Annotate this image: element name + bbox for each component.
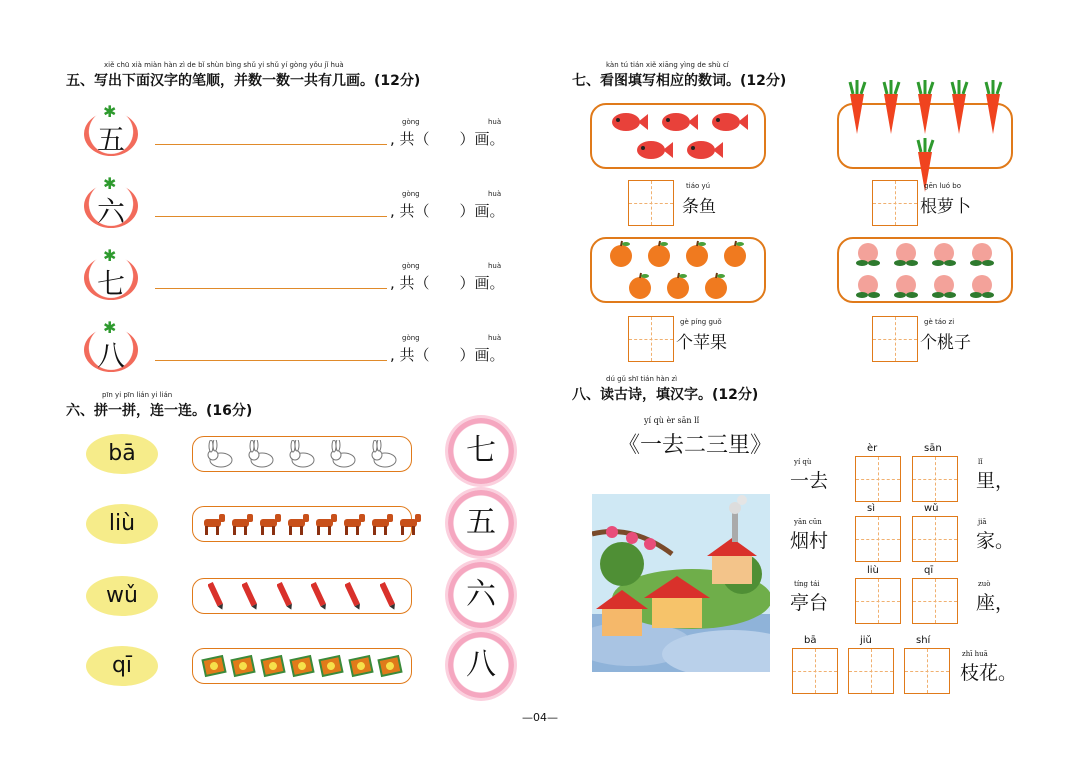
horse-icon: [367, 511, 395, 537]
measure-word-pinyin: tiáo yú: [686, 182, 711, 190]
poem-line-start: yí qù 一去: [790, 458, 829, 492]
blank-pinyin: sān: [924, 443, 942, 454]
poem-line-end: zuò 座，: [976, 580, 1015, 614]
stroke-count-suffix: , 共（ ）画。: [390, 130, 505, 148]
stroke-count-blank[interactable]: [390, 118, 505, 149]
section7-pinyin: kàn tú tián xiě xiāng yìng de shù cí: [606, 61, 729, 69]
peach-icon: [930, 240, 958, 268]
measure-word-label: [676, 318, 727, 353]
pencil-icon: [380, 580, 396, 612]
poem-blank-grid[interactable]: [912, 578, 958, 624]
measure-word-pinyin: gēn luó bo: [924, 182, 962, 190]
rabbit-icon: [328, 440, 358, 468]
item-strip[interactable]: [192, 506, 412, 542]
poem-start-pinyin: yān cūn: [794, 518, 822, 526]
peach-icon: [854, 272, 882, 300]
gong-pinyin: gòng: [402, 334, 420, 342]
poem-blank-grid[interactable]: [912, 456, 958, 502]
poem-title: yí qù èr sān lǐ 《一去二三里》: [618, 416, 773, 458]
poem-end-pinyin: lǐ: [978, 458, 983, 466]
peach-icon: [854, 240, 882, 268]
flower-char[interactable]: [448, 490, 514, 556]
picture-box: [837, 103, 1013, 169]
poem-blank-grid[interactable]: [848, 648, 894, 694]
poem-blank-grid[interactable]: [792, 648, 838, 694]
poem-blank-grid[interactable]: [855, 578, 901, 624]
picture-box: [837, 237, 1013, 303]
stroke-order-line[interactable]: [155, 288, 387, 289]
peach-icon: [930, 272, 958, 300]
book-icon: [200, 653, 228, 679]
answer-grid[interactable]: [628, 316, 674, 362]
measure-word-text: 根萝卜: [920, 197, 971, 217]
stroke-count-blank[interactable]: [390, 262, 505, 293]
picture-box: [590, 103, 766, 169]
tomato-char-2: ✱ 六: [82, 176, 140, 228]
blank-pinyin: èr: [867, 443, 878, 454]
stroke-char: 八: [96, 339, 125, 372]
hua-pinyin: huà: [488, 118, 502, 126]
horse-icon: [339, 511, 367, 537]
poem-line-end: jiā 家。: [976, 518, 1015, 552]
flower-char[interactable]: [448, 562, 514, 628]
picture-box: [590, 237, 766, 303]
blank-pinyin: qī: [924, 565, 934, 576]
flower-char-text: 六: [466, 577, 496, 612]
answer-grid[interactable]: [628, 180, 674, 226]
fish-icon: [708, 110, 748, 134]
poem-end-pinyin: zhī huā: [962, 650, 988, 658]
pinyin-pill[interactable]: qī: [86, 646, 158, 686]
horse-icon: [199, 511, 227, 537]
hua-pinyin: huà: [488, 262, 502, 270]
section5-title: xiě chū xià miàn hàn zì de bǐ shùn bìng shǔ yi shǔ yí gòng yǒu jǐ huà 五、写出下面汉字的笔顺，并数一数一共有几画。(12分): [66, 61, 421, 89]
page-number: —04—: [522, 711, 558, 724]
item-strip[interactable]: [192, 436, 412, 472]
apple-icon: [664, 272, 692, 300]
peach-icon: [892, 240, 920, 268]
poem-line-end: lǐ 里，: [976, 458, 1015, 492]
apple-icon: [607, 240, 635, 268]
apple-icon: [702, 272, 730, 300]
poem-line-start: tíng tái 亭台: [790, 580, 829, 614]
book-icon: [347, 653, 375, 679]
stroke-char: 五: [96, 123, 125, 156]
blank-pinyin: shí: [916, 635, 931, 646]
measure-word-label: [920, 318, 971, 353]
pinyin-pill[interactable]: liù: [86, 504, 158, 544]
pagoda-landscape-illustration: [592, 494, 770, 672]
poem-line-start: yān cūn 烟村: [790, 518, 829, 552]
tomato-char-3: ✱ 七: [82, 248, 140, 300]
pinyin-pill[interactable]: bā: [86, 434, 158, 474]
blank-pinyin: jiǔ: [860, 635, 872, 646]
flower-char[interactable]: [448, 418, 514, 484]
flower-char-text: 七: [466, 433, 496, 468]
pencil-icon: [311, 580, 327, 612]
tomato-char-1: ✱ 五: [82, 104, 140, 156]
flower-char-text: 五: [466, 505, 496, 540]
item-strip[interactable]: [192, 578, 412, 614]
pinyin-pill[interactable]: wǔ: [86, 576, 158, 616]
fish-icon: [683, 138, 723, 162]
stroke-count-blank[interactable]: [390, 334, 505, 365]
flower-char[interactable]: [448, 632, 514, 698]
section8-pinyin: dú gǔ shī tián hàn zì: [606, 375, 678, 383]
answer-grid[interactable]: [872, 316, 918, 362]
stroke-char: 六: [96, 195, 125, 228]
section6-pinyin: pīn yi pīn lián yi lián: [102, 391, 173, 399]
apple-icon: [626, 272, 654, 300]
measure-word-pinyin: gè táo zi: [924, 318, 955, 326]
pencil-icon: [277, 580, 293, 612]
book-icon: [229, 653, 257, 679]
measure-word-label: [682, 182, 716, 217]
peach-icon: [892, 272, 920, 300]
pencil-icon: [242, 580, 258, 612]
stroke-count-suffix: , 共（ ）画。: [390, 346, 505, 364]
poem-blank-grid[interactable]: [855, 516, 901, 562]
measure-word-text: 个苹果: [676, 333, 727, 353]
horse-icon: [311, 511, 339, 537]
fish-icon: [608, 110, 648, 134]
fish-icon: [633, 138, 673, 162]
measure-word-text: 个桃子: [920, 333, 971, 353]
apple-icon: [683, 240, 711, 268]
poem-end-pinyin: zuò: [978, 580, 991, 588]
tomato-char-4: ✱ 八: [82, 320, 140, 372]
stroke-char: 七: [96, 267, 125, 300]
section7-title: kàn tú tián xiě xiāng yìng de shù cí 七、看图填写相应的数词。(12分): [572, 61, 787, 89]
blank-pinyin: liù: [867, 565, 879, 576]
measure-word-label: [920, 182, 971, 217]
book-icon: [288, 653, 316, 679]
fish-icon: [658, 110, 698, 134]
item-strip[interactable]: [192, 648, 412, 684]
carrot-icon: [845, 80, 869, 134]
rabbit-icon: [205, 440, 235, 468]
pencil-icon: [345, 580, 361, 612]
blank-pinyin: wǔ: [924, 503, 939, 514]
stroke-count-suffix: , 共（ ）画。: [390, 274, 505, 292]
gong-pinyin: gòng: [402, 262, 420, 270]
peach-icon: [968, 272, 996, 300]
horse-icon: [255, 511, 283, 537]
rabbit-icon: [369, 440, 399, 468]
book-icon: [317, 653, 345, 679]
gong-pinyin: gòng: [402, 118, 420, 126]
stroke-count-blank[interactable]: [390, 190, 505, 221]
horse-icon: [227, 511, 255, 537]
poem-start-pinyin: yí qù: [794, 458, 812, 466]
apple-icon: [645, 240, 673, 268]
carrot-icon: [981, 80, 1005, 134]
section5-pinyin: xiě chū xià miàn hàn zì de bǐ shùn bìng shǔ yi shǔ yí gòng yǒu jǐ huà: [104, 61, 344, 69]
apple-icon: [721, 240, 749, 268]
pencil-icon: [208, 580, 224, 612]
poem-blank-grid[interactable]: [912, 516, 958, 562]
horse-icon: [395, 511, 423, 537]
poem-end-pinyin: jiā: [978, 518, 987, 526]
rabbit-icon: [287, 440, 317, 468]
measure-word-text: 条鱼: [682, 197, 716, 217]
stroke-count-suffix: , 共（ ）画。: [390, 202, 505, 220]
stroke-order-line[interactable]: [155, 216, 387, 217]
peach-icon: [968, 240, 996, 268]
carrot-icon: [947, 80, 971, 134]
flower-char-text: 八: [466, 647, 496, 682]
carrot-icon: [879, 80, 903, 134]
book-icon: [259, 653, 287, 679]
poem-line-end: zhī huā 枝花。: [960, 650, 1018, 684]
blank-pinyin: bā: [804, 635, 817, 646]
horse-icon: [283, 511, 311, 537]
poem-blank-grid[interactable]: [855, 456, 901, 502]
hua-pinyin: huà: [488, 334, 502, 342]
poem-start-pinyin: tíng tái: [794, 580, 820, 588]
carrot-icon: [913, 80, 937, 134]
blank-pinyin: sì: [867, 503, 875, 514]
measure-word-pinyin: gè píng guǒ: [680, 318, 722, 326]
poem-title-pinyin: yí qù èr sān lǐ: [644, 416, 700, 425]
poem-blank-grid[interactable]: [904, 648, 950, 694]
gong-pinyin: gòng: [402, 190, 420, 198]
rabbit-icon: [246, 440, 276, 468]
book-icon: [376, 653, 404, 679]
section8-title: dú gǔ shī tián hàn zì 八、读古诗，填汉字。(12分): [572, 375, 759, 403]
stroke-order-line[interactable]: [155, 360, 387, 361]
section6-title: pīn yi pīn lián yi lián 六、拼一拼，连一连。(16分): [66, 391, 253, 419]
stroke-order-line[interactable]: [155, 144, 387, 145]
answer-grid[interactable]: [872, 180, 918, 226]
hua-pinyin: huà: [488, 190, 502, 198]
